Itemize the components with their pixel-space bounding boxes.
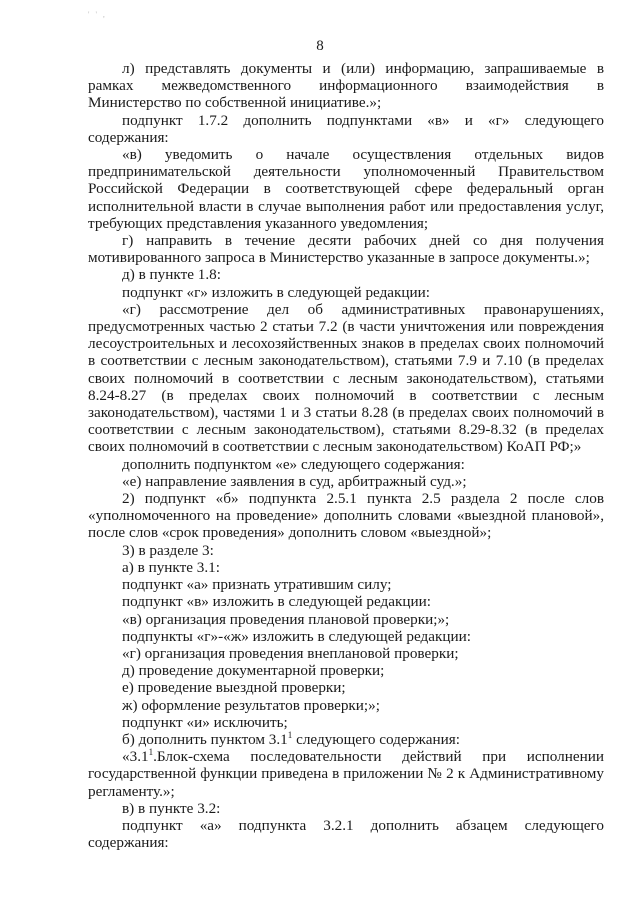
paragraph-3-1-1-text: .Блок-схема последовательности действий при исполнении государственной функции приведена в приложении № 2 к Административному регламенту.»; (88, 748, 604, 800)
paragraph: «г) организация проведения внеплановой проверки; (122, 644, 459, 662)
paragraph-list (88, 60, 604, 731)
paragraph-last: подпункт «а» подпункта 3.2.1 дополнить абзацем следующего содержания: (88, 816, 604, 852)
paragraph-b-suffix: следующего содержания: (292, 730, 460, 748)
paragraph-3-1-1 (88, 748, 604, 800)
paragraph: «е) направление заявления в суд, арбитражный суд.»; (122, 472, 467, 490)
paragraph: ж) оформление результатов проверки;»; (122, 696, 380, 714)
paragraph-3-1-1-prefix: «3.1 (122, 748, 149, 766)
paragraph: подпункт «а» признать утратившим силу; (122, 576, 392, 594)
paragraph: «в) уведомить о начале осуществления отдельных видов предпринимательской деятельности уполномоченный Правительством Российской Федерации в соответствующей сфере федеральный орган исполнительной власти в случае выполнения работ или предоставления услуг, требующих представления указанного уведомления; (88, 146, 604, 232)
paragraph: «г) рассмотрение дел об административных правонарушениях, предусмотренных частью 2 статьи 7.2 (в части уничтожения или повреждения лесоустроительных и лесохозяйственных знаков в пределах своих полномочий в соответствии с лесным законодательством), статьями 7.9 и 7.10 (в пределах своих полномочий в соответствии с лесным законодательством), статьями 8.24-8.27 (в пределах своих полномочий в соответствии с лесным законодательством), частями 1 и 3 статьи 8.28 (в пределах своих полномочий в соответствии с лесным законодательством), статьями 8.29-8.32 (в пределах своих полномочий в соответствии с лесным законодательством) КоАП РФ;» (88, 300, 604, 456)
paragraph: д) проведение документарной проверки; (122, 662, 385, 680)
paragraph: подпункт «в» изложить в следующей редакции: (122, 593, 431, 611)
paragraph-b (88, 731, 604, 748)
paragraph: подпункт 1.7.2 дополнить подпунктами «в» и «г» следующего содержания: (88, 111, 604, 146)
paragraph: подпункт «г» изложить в следующей редакции: (122, 283, 431, 301)
page-number: 8 (316, 38, 324, 54)
superscript: 1 (148, 747, 154, 758)
paragraph: 2) подпункт «б» подпункта 2.5.1 пункта 2.5 раздела 2 после слов «уполномоченного на проведение» дополнить словами «выездной плановой», после слов «срок проведения» дополнить словом «выездной»; (88, 490, 604, 542)
paragraph: г) направить в течение десяти рабочих дней со дня получения мотивированного запроса в Министерство указанные в запросе документы.»; (88, 232, 604, 267)
scan-mark: ' ' , (88, 10, 107, 19)
paragraph: 3) в разделе 3: (122, 541, 214, 559)
paragraph-v: в) в пункте 3.2: (122, 799, 221, 817)
paragraph: дополнить подпунктом «е» следующего содержания: (122, 455, 465, 473)
paragraph-b-text: б) дополнить пунктом 3.1 (122, 730, 288, 748)
paragraph: а) в пункте 3.1: (122, 558, 220, 576)
paragraph: подпункты «г»-«ж» изложить в следующей редакции: (122, 627, 471, 645)
superscript: 1 (287, 729, 293, 740)
paragraph: «в) организация проведения плановой проверки;»; (122, 610, 450, 628)
paragraph: д) в пункте 1.8: (122, 266, 221, 284)
paragraph: л) представлять документы и (или) информацию, запрашиваемые в рамках межведомственного информационного взаимодействия в Министерство по собственной инициативе.»; (88, 60, 604, 112)
paragraph: подпункт «и» исключить; (122, 713, 288, 731)
document-body (88, 60, 604, 851)
paragraph: е) проведение выездной проверки; (122, 679, 346, 697)
